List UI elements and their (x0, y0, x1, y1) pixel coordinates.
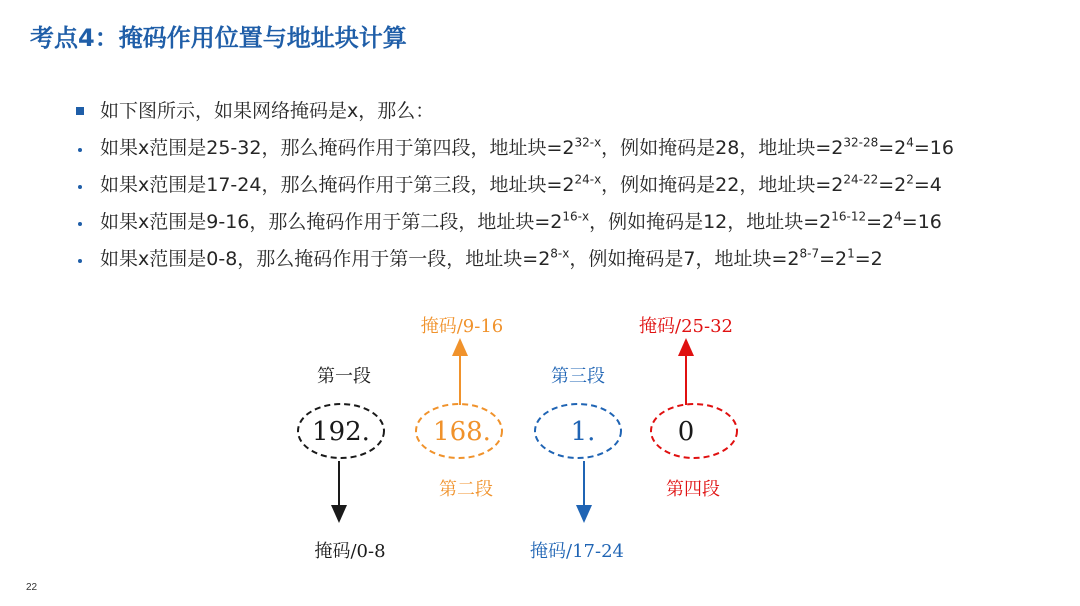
mask-label: 掩码/0-8 (314, 541, 386, 562)
mask-label: 掩码/9-16 (420, 316, 504, 337)
segment-1 (298, 366, 386, 562)
mask-label: 掩码/25-32 (639, 316, 733, 337)
segment-label: 第四段 (666, 479, 720, 500)
segment-4 (639, 316, 737, 500)
segment-label: 第三段 (551, 366, 605, 387)
rule-text: 如果x范围是0-8，那么掩码作用于第一段，地址块$=2^{8-x}$，例如掩码是7，地址块$=2^{8-7}=2^1=2$ (100, 246, 883, 270)
segment-label: 第一段 (317, 366, 371, 387)
segment-value: 1. (570, 417, 596, 447)
page-title: 考点4：掩码作用位置与地址块计算 (30, 24, 407, 52)
segment-value: 168. (433, 417, 491, 447)
segment-label: 第二段 (439, 479, 493, 500)
rule-text: 如果x范围是9-16，那么掩码作用于第二段，地址块$=2^{16-x}$，例如掩码是12，地址块$=2^{16-12}=2^4=16$ (100, 209, 942, 233)
segment-value: 192. (312, 417, 370, 447)
rule-text: 如果x范围是17-24，那么掩码作用于第三段，地址块$=2^{24-x}$，例如掩码是22，地址块$=2^{24-22}=2^2=4$ (100, 172, 942, 196)
segment-2 (416, 316, 503, 500)
mask-label: 掩码/17-24 (530, 541, 624, 562)
rule-text: 如果x范围是25-32，那么掩码作用于第四段，地址块$=2^{32-x}$，例如掩码是28，地址块$=2^{32-28}=2^4=16$ (100, 135, 954, 159)
segment-3 (530, 366, 624, 562)
page-number: 22 (26, 582, 38, 593)
intro-text: 如下图所示，如果网络掩码是x，那么： (100, 100, 435, 122)
segment-value: 0 (677, 417, 695, 447)
